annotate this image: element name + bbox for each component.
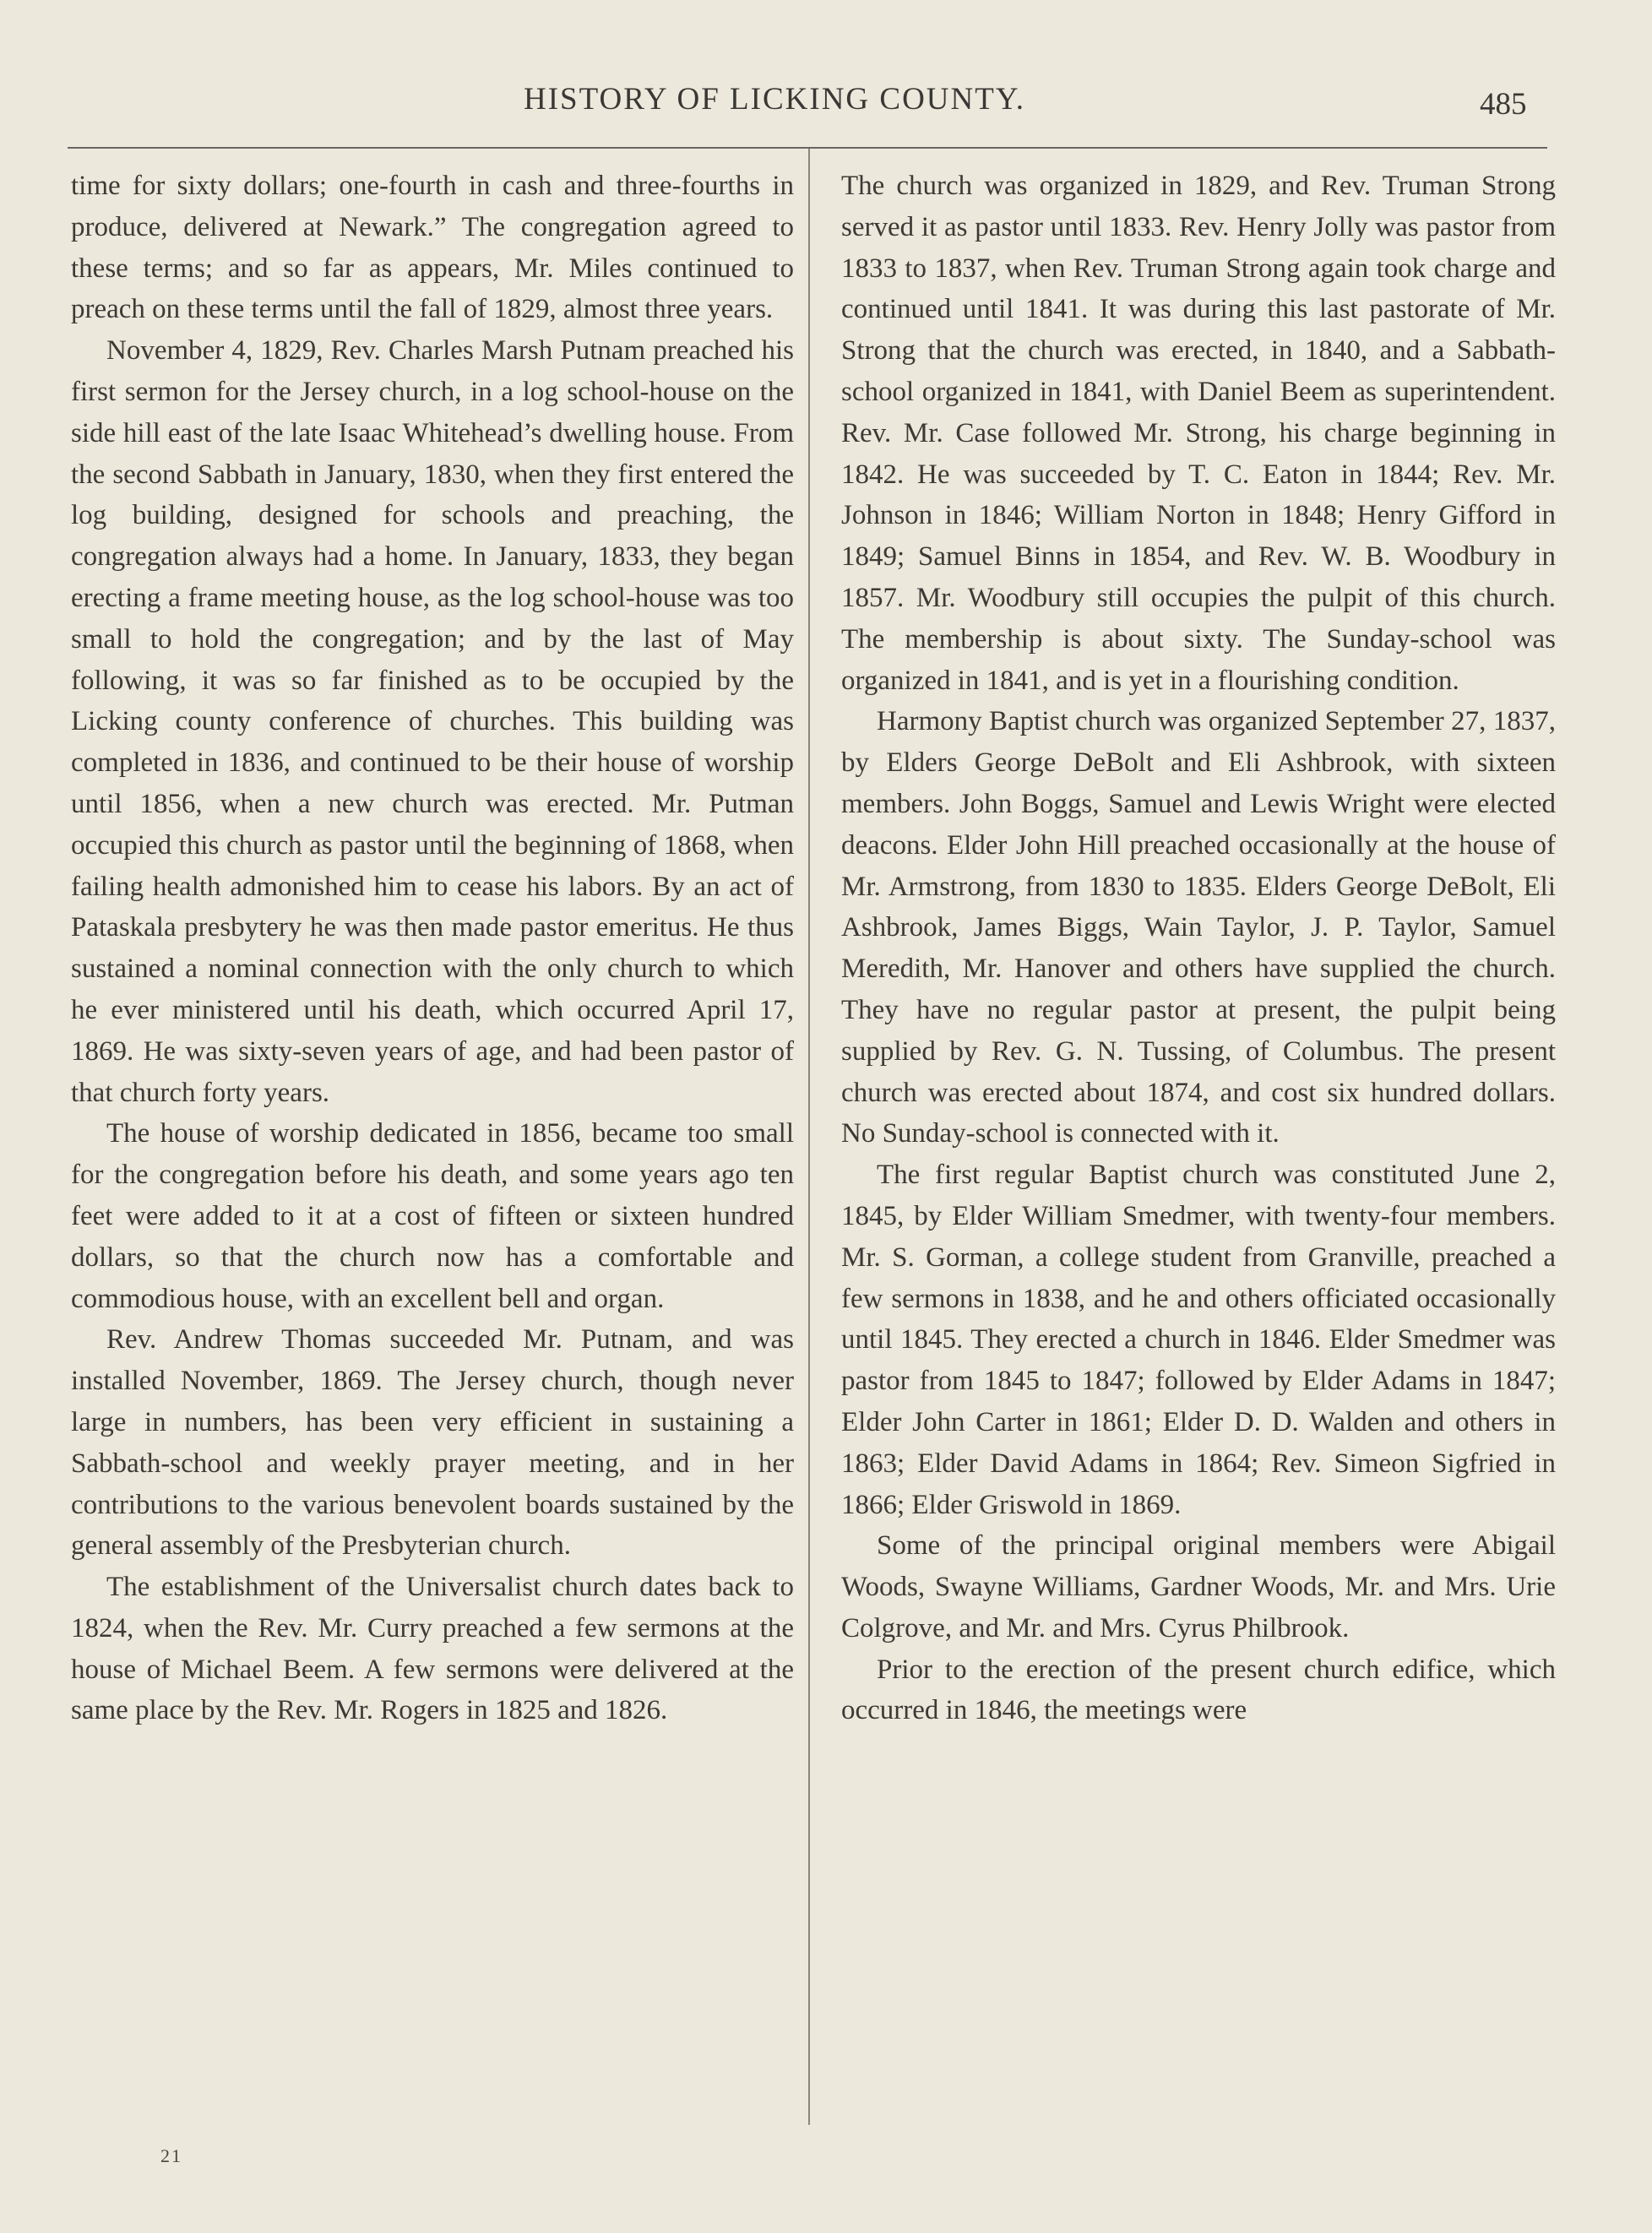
paragraph: The church was organized in 1829, and Rev. Truman Strong served it as pastor until 1833. Rev. Henry Jolly was pastor from 1833 to 1837, when Rev. Truman Strong again took charge and continued until 1841. It was during this last pastorate of Mr. Strong that the church was erected, in 1840, and a Sabbath-school organized in 1841, with Daniel Beem as superintendent. Rev. Mr. Case followed Mr. Strong, his charge beginning in 1842. He was succeeded by T. C. Eaton in 1844; Rev. Mr. Johnson in 1846; William Norton in 1848; Henry Gifford in 1849; Samuel Binns in 1854, and Rev. W. B. Woodbury in 1857. Mr. Woodbury still occupies the pulpit of this church. The membership is about sixty. The Sunday-school was organized in 1841, and is yet in a flourishing condition. (841, 171, 1556, 696)
column-divider (808, 149, 810, 2125)
running-title: HISTORY OF LICKING COUNTY. (524, 82, 1026, 117)
paragraph: time for sixty dollars; one-fourth in cash and three-fourths in produce, delivered at Newark.” The congregation agreed to these terms; and so far as appears, Mr. Miles continued to preach on these terms until the fall of 1829, almost three years. (71, 171, 794, 325)
paragraph: The first regular Baptist church was constituted June 2, 1845, by Elder William Smedmer, with twenty-four members. Mr. S. Gorman, a college student from Granville, preached a few sermons in 1838, and he and others officiated occasionally until 1845. They erected a church in 1846. Elder Smedmer was pastor from 1845 to 1847; followed by Elder Adams in 1847; Elder John Carter in 1861; Elder D. D. Walden and others in 1863; Elder David Adams in 1864; Rev. Simeon Sigfried in 1866; Elder Griswold in 1869. (841, 1160, 1556, 1520)
running-head (0, 81, 1652, 132)
paragraph: Prior to the erection of the present church edifice, which occurred in 1846, the meetings were (841, 1654, 1556, 1726)
paragraph: Rev. Andrew Thomas succeeded Mr. Putnam, and was installed November, 1869. The Jersey church, though never large in numbers, has been very efficient in sustaining a Sabbath-school and weekly prayer meeting, and in her contributions to the various benevolent boards sustained by the general assembly of the Presbyterian church. (71, 1324, 794, 1562)
paragraph: Some of the principal original members were Abigail Woods, Swayne Williams, Gardner Woods, Mr. and Mrs. Urie Colgrove, and Mr. and Mrs. Cyrus Philbrook. (841, 1530, 1556, 1644)
right-column (841, 166, 1556, 1731)
left-column (71, 166, 794, 1731)
paragraph: The establishment of the Universalist church dates back to 1824, when the Rev. Mr. Curry preached a few sermons at the house of Michael Beem. A few sermons were delivered at the same place by the Rev. Mr. Rogers in 1825 and 1826. (71, 1572, 794, 1726)
page-number: 485 (1480, 87, 1527, 122)
signature-mark: 21 (160, 2145, 182, 2166)
paragraph: Harmony Baptist church was organized September 27, 1837, by Elders George DeBolt and Eli Ashbrook, with sixteen members. John Boggs, Samuel and Lewis Wright were elected deacons. Elder John Hill preached occasionally at the house of Mr. Armstrong, from 1830 to 1835. Elders George DeBolt, Eli Ashbrook, James Biggs, Wain Taylor, J. P. Taylor, Samuel Meredith, Mr. Hanover and others have supplied the church. They have no regular pastor at present, the pulpit being supplied by Rev. G. N. Tussing, of Columbus. The present church was erected about 1874, and cost six hundred dollars. No Sunday-school is connected with it. (841, 706, 1556, 1149)
paragraph: November 4, 1829, Rev. Charles Marsh Putnam preached his first sermon for the Jersey church, in a log school-house on the side hill east of the late Isaac Whitehead’s dwelling house. From the second Sabbath in January, 1830, when they first entered the log building, designed for schools and preaching, the congregation always had a home. In January, 1833, they began erecting a frame meeting house, as the log school-house was too small to hold the congregation; and by the last of May following, it was so far finished as to be occupied by the Licking county conference of churches. This building was completed in 1836, and continued to be their house of worship until 1856, when a new church was erected. Mr. Putman occupied this church as pastor until the beginning of 1868, when failing health admonished him to cease his labors. By an act of Pataskala presbytery he was then made pastor emeritus. He thus sustained a nominal connection with the only church to which he ever ministered until his death, which occurred April 17, 1869. He was sixty-seven years of age, and had been pastor of that church forty years. (71, 335, 794, 1108)
paragraph: The house of worship dedicated in 1856, became too small for the congregation before his death, and some years ago ten feet were added to it at a cost of fifteen or sixteen hundred dollars, so that the church now has a comfortable and commodious house, with an excellent bell and organ. (71, 1118, 794, 1314)
header-rule (68, 147, 1547, 149)
